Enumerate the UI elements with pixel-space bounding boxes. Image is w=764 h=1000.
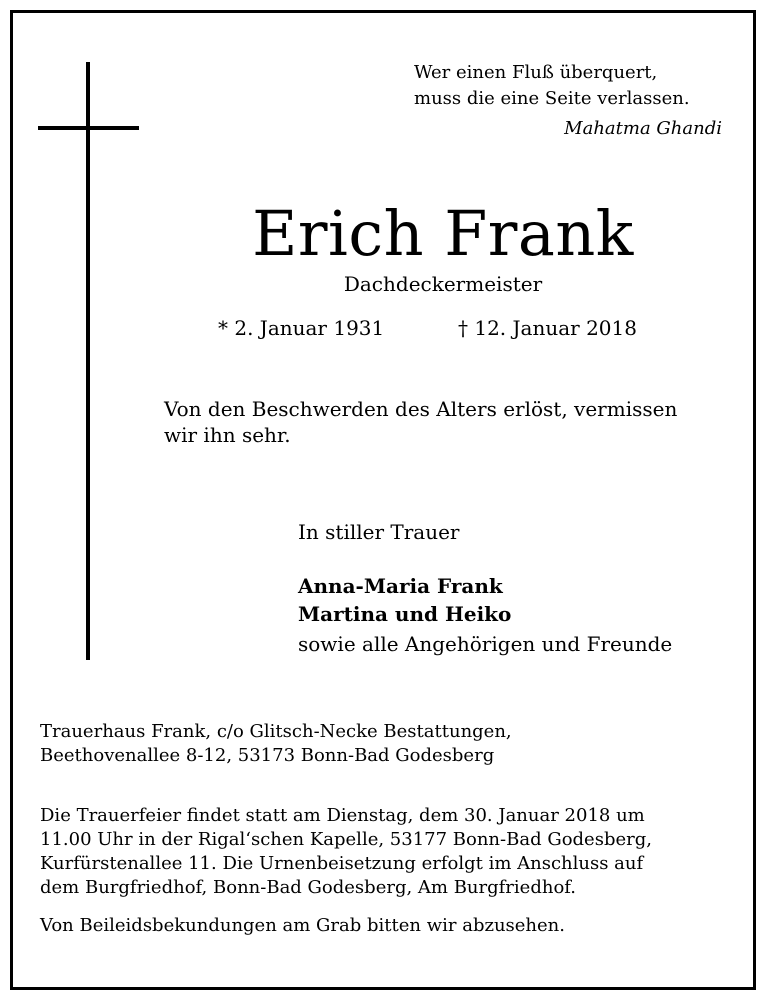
mourners-others: sowie alle Angehörigen und Freunde [298,632,673,656]
mourner-name: Anna-Maria Frank [298,574,503,598]
ceremony-details [40,804,652,900]
address-line: Beethovenallee 8-12, 53173 Bonn-Bad Godesberg [40,745,495,766]
ceremony-line: dem Burgfriedhof, Bonn-Bad Godesberg, Am Burgfriedhof. [40,877,577,898]
mourner-name: Martina und Heiko [298,602,512,626]
tribute-text [164,396,734,448]
mourners-list [298,572,672,658]
quote-author: Mahatma Ghandi [564,118,722,139]
condolence-note: Von Beileidsbekundungen am Grab bitten wir abzusehen. [40,915,565,936]
epigraph-quote [414,60,734,112]
address-line: Trauerhaus Frank, c/o Glitsch-Necke Bestattungen, [40,721,512,742]
quote-line: muss die eine Seite verlassen. [414,88,690,109]
mourning-house-address [40,720,512,768]
ceremony-line: Kurfürstenallee 11. Die Urnenbeisetzung erfolgt im Anschluss auf [40,853,644,874]
ceremony-line: Die Trauerfeier findet statt am Dienstag, dem 30. Januar 2018 um [40,805,645,826]
cross-vertical-bar [86,62,90,660]
quote-line: Wer einen Fluß überquert, [414,62,658,83]
death-date: † 12. Januar 2018 [458,316,637,340]
deceased-name: Erich Frank [252,197,634,270]
cross-horizontal-bar [38,126,139,130]
birth-date: * 2. Januar 1931 [218,316,385,340]
ceremony-line: 11.00 Uhr in der Rigal‘schen Kapelle, 53177 Bonn-Bad Godesberg, [40,829,652,850]
tribute-line: wir ihn sehr. [164,423,291,447]
mourning-intro: In stiller Trauer [298,520,460,544]
tribute-line: Von den Beschwerden des Alters erlöst, vermissen [164,397,678,421]
deceased-profession: Dachdeckermeister [343,272,543,296]
